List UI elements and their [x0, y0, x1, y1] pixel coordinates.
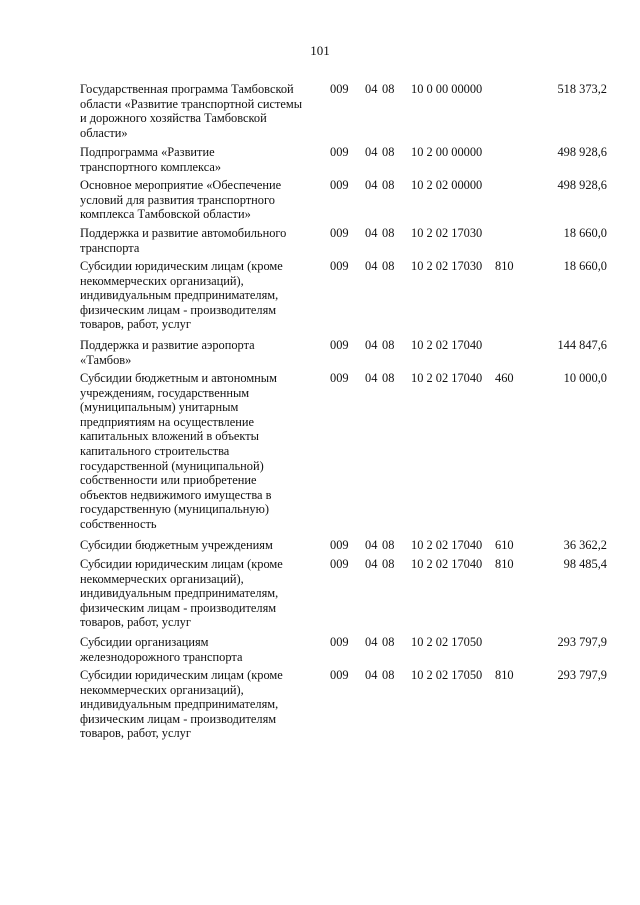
amount: 293 797,9	[557, 668, 607, 682]
subsection-code: 08	[382, 371, 395, 385]
row-name-line: условий для развития транспортного	[80, 192, 275, 207]
row-name-line: товаров, работ, услуг	[80, 317, 191, 332]
target-article-code: 10 2 00 00000	[411, 145, 483, 159]
section-code: 04	[365, 82, 378, 96]
row-name	[80, 338, 325, 367]
target-article-code: 10 2 02 17040	[411, 557, 483, 571]
row-name-line: индивидуальным предпринимателям,	[80, 586, 279, 601]
amount: 10 000,0	[563, 371, 607, 385]
amount: 144 847,6	[557, 338, 607, 352]
expense-type-code: 810	[495, 259, 514, 273]
admin-code: 009	[330, 338, 349, 352]
target-article-code: 10 2 02 17030	[411, 259, 483, 273]
admin-code: 009	[330, 145, 349, 159]
row-name-line: собственности или приобретение	[80, 473, 257, 488]
section-code: 04	[365, 635, 378, 649]
page-number: 101	[310, 43, 330, 58]
row-name	[80, 538, 325, 553]
row-name-line: товаров, работ, услуг	[80, 615, 191, 630]
target-article-code: 10 2 02 17050	[411, 635, 483, 649]
row-name	[80, 371, 325, 532]
admin-code: 009	[330, 226, 349, 240]
row-name-line: Государственная программа Тамбовской	[80, 82, 294, 96]
section-code: 04	[365, 338, 378, 352]
row-name-line: области»	[80, 125, 128, 140]
row-name-line: физическим лицам - производителям	[80, 302, 277, 317]
section-code: 04	[365, 668, 378, 682]
amount: 36 362,2	[563, 538, 607, 552]
target-article-code: 10 2 02 17040	[411, 338, 483, 352]
expense-type-code: 460	[495, 371, 514, 385]
row-name-line: области «Развитие транспортной системы	[80, 96, 303, 111]
expense-type-code: 810	[495, 557, 514, 571]
row-name-line: Поддержка и развитие автомобильного	[80, 226, 287, 240]
row-name-line: Субсидии юридическим лицам (кроме	[80, 668, 283, 682]
row-name-line: Основное мероприятие «Обеспечение	[80, 178, 282, 192]
row-name-line: Субсидии юридическим лицам (кроме	[80, 557, 283, 571]
expense-type-code: 610	[495, 538, 514, 552]
row-name-line: капитального строительства	[80, 443, 230, 458]
row-name-line: капитальных вложений в объекты	[80, 429, 259, 444]
row-name	[80, 635, 325, 664]
subsection-code: 08	[382, 226, 395, 240]
row-name-line: объектов недвижимого имущества в	[80, 487, 272, 502]
row-name	[80, 259, 325, 332]
row-name-line: государственную (муниципальную)	[80, 502, 269, 517]
amount: 18 660,0	[563, 226, 607, 240]
row-name-line: (муниципальным) унитарным	[80, 400, 239, 415]
subsection-code: 08	[382, 82, 395, 96]
row-name-line: собственность	[80, 516, 157, 531]
amount: 293 797,9	[557, 635, 607, 649]
subsection-code: 08	[382, 338, 395, 352]
section-code: 04	[365, 178, 378, 192]
admin-code: 009	[330, 538, 349, 552]
admin-code: 009	[330, 178, 349, 192]
row-name	[80, 226, 325, 255]
section-code: 04	[365, 145, 378, 159]
row-name	[80, 145, 325, 174]
section-code: 04	[365, 259, 378, 273]
admin-code: 009	[330, 82, 349, 96]
row-name-line: некоммерческих организаций),	[80, 273, 244, 288]
row-name-line: транспортного комплекса»	[80, 159, 222, 174]
target-article-code: 10 2 02 17040	[411, 371, 483, 385]
row-name-line: комплекса Тамбовской области»	[80, 207, 251, 222]
section-code: 04	[365, 371, 378, 385]
row-name-line: Субсидии бюджетным учреждениям	[80, 538, 273, 552]
row-name	[80, 178, 325, 222]
subsection-code: 08	[382, 259, 395, 273]
subsection-code: 08	[382, 538, 395, 552]
row-name	[80, 557, 325, 630]
row-name-line: железнодорожного транспорта	[80, 649, 243, 664]
row-name-line: индивидуальным предпринимателям,	[80, 288, 279, 303]
row-name-line: товаров, работ, услуг	[80, 726, 191, 741]
row-name-line: индивидуальным предпринимателям,	[80, 697, 279, 712]
row-name-line: «Тамбов»	[80, 352, 132, 367]
amount: 498 928,6	[557, 145, 607, 159]
row-name-line: государственной (муниципальной)	[80, 458, 264, 473]
row-name-line: некоммерческих организаций),	[80, 682, 244, 697]
row-name-line: Субсидии юридическим лицам (кроме	[80, 259, 283, 273]
row-name-line: транспорта	[80, 240, 140, 255]
row-name-line: учреждениям, государственным	[80, 385, 250, 400]
admin-code: 009	[330, 557, 349, 571]
section-code: 04	[365, 226, 378, 240]
admin-code: 009	[330, 668, 349, 682]
row-name-line: Субсидии бюджетным и автономным	[80, 371, 277, 385]
row-name	[80, 668, 325, 741]
row-name-line: Субсидии организациям	[80, 635, 209, 649]
subsection-code: 08	[382, 635, 395, 649]
row-name-line: Подпрограмма «Развитие	[80, 145, 215, 159]
target-article-code: 10 2 02 00000	[411, 178, 483, 192]
amount: 98 485,4	[563, 557, 607, 571]
subsection-code: 08	[382, 145, 395, 159]
row-name-line: физическим лицам - производителям	[80, 600, 277, 615]
target-article-code: 10 0 00 00000	[411, 82, 483, 96]
target-article-code: 10 2 02 17050	[411, 668, 483, 682]
amount: 498 928,6	[557, 178, 607, 192]
row-name-line: Поддержка и развитие аэропорта	[80, 338, 255, 352]
row-name-line: некоммерческих организаций),	[80, 571, 244, 586]
amount: 518 373,2	[557, 82, 607, 96]
section-code: 04	[365, 557, 378, 571]
admin-code: 009	[330, 259, 349, 273]
section-code: 04	[365, 538, 378, 552]
subsection-code: 08	[382, 178, 395, 192]
admin-code: 009	[330, 371, 349, 385]
row-name	[80, 82, 325, 140]
amount: 18 660,0	[563, 259, 607, 273]
target-article-code: 10 2 02 17030	[411, 226, 483, 240]
expense-type-code: 810	[495, 668, 514, 682]
target-article-code: 10 2 02 17040	[411, 538, 483, 552]
admin-code: 009	[330, 635, 349, 649]
row-name-line: физическим лицам - производителям	[80, 711, 277, 726]
subsection-code: 08	[382, 557, 395, 571]
subsection-code: 08	[382, 668, 395, 682]
row-name-line: предприятиям на осуществление	[80, 414, 254, 429]
row-name-line: и дорожного хозяйства Тамбовской	[80, 111, 267, 126]
